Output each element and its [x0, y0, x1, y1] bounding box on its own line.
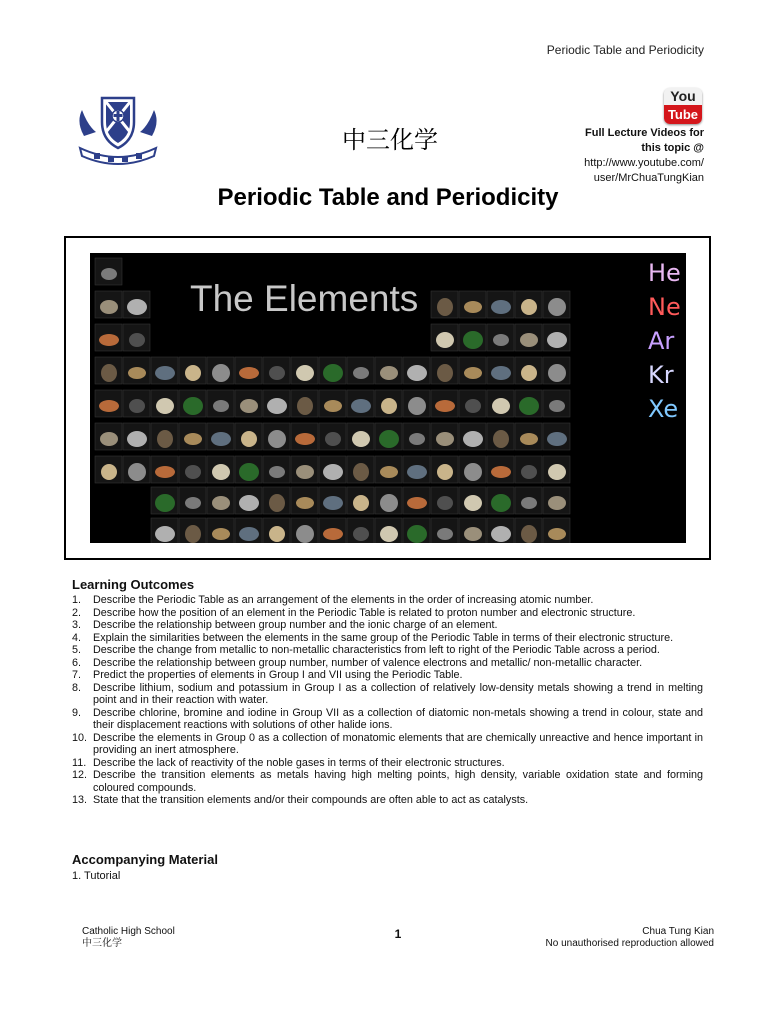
element-sample [128, 463, 146, 481]
learning-outcome-number: 9. [72, 706, 82, 719]
element-sample [127, 431, 147, 447]
element-sample [547, 332, 567, 348]
element-sample [353, 527, 369, 541]
element-sample [155, 466, 175, 478]
learning-outcome-number: 2. [72, 606, 82, 619]
element-sample [184, 433, 202, 445]
lecture-videos-info [504, 126, 704, 186]
element-sample [548, 298, 566, 316]
footer-left [82, 926, 175, 950]
element-sample [491, 526, 511, 542]
learning-outcome-text: Describe lithium, sodium and potassium in Group I as a collection of relatively low-density metals showing a trend in melting point and in their reaction with water. [93, 681, 703, 706]
noble-gas-symbol: Ne [648, 293, 681, 321]
learning-outcome-item [72, 707, 703, 732]
elements-poster-image [90, 253, 686, 543]
lecture-url-line-2[interactable]: user/MrChuaTungKian [593, 172, 704, 184]
element-sample [101, 364, 117, 382]
learning-outcome-number: 12. [72, 769, 88, 781]
learning-outcome-number: 1. [72, 594, 82, 606]
element-sample [521, 365, 537, 381]
element-sample [100, 432, 118, 446]
element-sample [212, 464, 230, 480]
element-sample [212, 528, 230, 540]
element-sample [464, 527, 482, 541]
element-sample [463, 431, 483, 447]
element-sample [353, 495, 369, 511]
learning-outcome-item [72, 794, 703, 807]
learning-outcome-item [72, 632, 703, 645]
element-sample [464, 367, 482, 379]
element-sample [547, 432, 567, 446]
element-sample [463, 331, 483, 349]
noble-gas-symbol: Kr [648, 361, 674, 389]
learning-outcome-item [72, 644, 703, 657]
poster-title: The Elements [190, 278, 419, 319]
lecture-url-line-1[interactable]: http://www.youtube.com/ [584, 157, 704, 169]
element-sample [520, 333, 538, 347]
element-sample [183, 397, 203, 415]
element-sample [353, 463, 369, 481]
accompanying-material-item: 1. Tutorial [72, 870, 121, 882]
learning-outcome-item [72, 757, 703, 770]
element-sample [241, 431, 257, 447]
lecture-line-2: this topic @ [641, 142, 704, 154]
learning-outcome-number: 5. [72, 644, 82, 656]
element-sample [548, 528, 566, 540]
element-sample [296, 525, 314, 543]
element-sample [519, 397, 539, 415]
element-sample [491, 466, 511, 478]
noble-gas-symbol: Xe [648, 395, 679, 423]
noble-gas-symbol: Ar [648, 327, 675, 355]
element-sample [239, 463, 259, 481]
element-sample [269, 526, 285, 542]
footer-school: Catholic High School [82, 926, 175, 937]
footer-author: Chua Tung Kian [642, 926, 714, 937]
learning-outcome-item [72, 607, 703, 620]
element-sample [185, 365, 201, 381]
school-crest-logo [74, 92, 162, 172]
element-sample [101, 464, 117, 480]
element-sample [269, 366, 285, 380]
element-sample [353, 367, 369, 379]
element-sample [407, 497, 427, 509]
learning-outcome-number: 13. [72, 794, 88, 806]
element-sample [521, 497, 537, 509]
learning-outcome-number: 3. [72, 619, 82, 631]
learning-outcome-item [72, 682, 703, 707]
element-sample [240, 399, 258, 413]
youtube-logo-top: You [664, 88, 702, 105]
element-sample [239, 527, 259, 541]
element-sample [407, 365, 427, 381]
element-sample [212, 364, 230, 382]
element-sample [437, 298, 453, 316]
element-sample [100, 300, 118, 314]
page-title: Periodic Table and Periodicity [217, 184, 559, 211]
element-sample [380, 366, 398, 380]
learning-outcome-number: 7. [72, 669, 82, 681]
element-sample [465, 399, 481, 413]
footer-notice: No unauthorised reproduction allowed [545, 938, 714, 949]
element-sample [296, 465, 314, 479]
element-sample [213, 400, 229, 412]
element-sample [409, 433, 425, 445]
element-sample [437, 464, 453, 480]
element-sample [491, 494, 511, 512]
element-sample [380, 494, 398, 512]
element-sample [493, 430, 509, 448]
element-sample [491, 366, 511, 380]
element-sample [99, 334, 119, 346]
accompanying-material-heading: Accompanying Material [72, 852, 218, 867]
learning-outcome-text: State that the transition elements and/or their compounds are often able to act as catalysts. [93, 794, 529, 806]
element-sample [380, 466, 398, 478]
element-sample [437, 496, 453, 510]
element-sample [437, 364, 453, 382]
learning-outcome-text: Describe the lack of reactivity of the noble gases in terms of their electronic structures. [93, 756, 505, 769]
learning-outcome-number: 10. [72, 731, 88, 744]
element-sample [408, 397, 426, 415]
element-sample [297, 397, 313, 415]
footer-school-cn: 中三化学 [82, 938, 122, 949]
element-sample [521, 299, 537, 315]
element-sample [156, 398, 174, 414]
learning-outcome-text: Describe the relationship between group number and the ionic charge of an element. [93, 619, 498, 631]
element-sample [464, 301, 482, 313]
learning-outcome-text: Describe chlorine, bromine and iodine in Group VII as a collection of diatomic non-metals showing a trend in colour, state and their displacement reactions with solutions of other halide ions. [93, 706, 703, 731]
youtube-logo-bottom: Tube [664, 105, 702, 124]
element-sample [268, 430, 286, 448]
element-sample [185, 465, 201, 479]
learning-outcome-item [72, 669, 703, 682]
element-sample [129, 399, 145, 413]
learning-outcomes-heading: Learning Outcomes [72, 577, 195, 592]
element-sample [267, 398, 287, 414]
learning-outcome-number: 4. [72, 631, 82, 644]
learning-outcome-item [72, 769, 703, 794]
element-sample [155, 366, 175, 380]
element-sample [212, 496, 230, 510]
lecture-line-1: Full Lecture Videos for [585, 127, 704, 139]
element-sample [464, 463, 482, 481]
learning-outcome-number: 6. [72, 656, 82, 669]
element-sample [549, 400, 565, 412]
running-header: Periodic Table and Periodicity [546, 43, 704, 57]
element-sample [323, 364, 343, 382]
element-sample [493, 334, 509, 346]
element-sample [407, 525, 427, 543]
element-sample [323, 496, 343, 510]
element-sample [295, 433, 315, 445]
element-sample [435, 400, 455, 412]
learning-outcome-item [72, 594, 703, 607]
chinese-title: 中三化学 [342, 126, 438, 154]
element-sample [323, 464, 343, 480]
element-sample [155, 494, 175, 512]
learning-outcome-number: 11. [72, 756, 87, 769]
element-sample [492, 398, 510, 414]
element-sample [211, 432, 231, 446]
element-sample [128, 367, 146, 379]
element-sample [296, 497, 314, 509]
figure-frame [64, 236, 711, 560]
element-sample [99, 400, 119, 412]
element-sample [239, 495, 259, 511]
element-sample [185, 525, 201, 543]
element-sample [521, 465, 537, 479]
learning-outcome-number: 8. [72, 681, 82, 694]
learning-outcome-text: Describe the relationship between group number, number of valence electrons and metallic/ non-metallic character. [93, 656, 643, 669]
element-sample [407, 465, 427, 479]
element-sample [155, 526, 175, 542]
element-sample [325, 432, 341, 446]
element-sample [239, 367, 259, 379]
element-sample [491, 300, 511, 314]
youtube-icon[interactable] [664, 88, 702, 124]
element-sample [436, 332, 454, 348]
element-sample [269, 494, 285, 512]
learning-outcome-text: Describe the change from metallic to non-metallic characteristics from left to right of the Periodic Table across a period. [93, 644, 660, 656]
element-sample [129, 333, 145, 347]
element-sample [548, 464, 566, 480]
element-sample [436, 432, 454, 446]
learning-outcome-text: Explain the similarities between the elements in the same group of the Periodic Table in terms of their electronic structure. [93, 631, 674, 644]
element-sample [323, 528, 343, 540]
element-sample [296, 365, 314, 381]
learning-outcome-text: Describe how the position of an element in the Periodic Table is related to proton number and electronic structure. [93, 606, 636, 619]
element-sample [157, 430, 173, 448]
element-sample [127, 299, 147, 315]
learning-outcome-text: Describe the Periodic Table as an arrangement of the elements in the order of increasing atomic number. [93, 594, 594, 606]
element-sample [380, 526, 398, 542]
learning-outcome-text: Describe the elements in Group 0 as a collection of monatomic elements that are chemically unreactive and hence important in providing an inert atmosphere. [93, 731, 703, 756]
learning-outcomes-list [72, 594, 703, 807]
element-sample [548, 364, 566, 382]
element-sample [521, 525, 537, 543]
learning-outcome-item [72, 732, 703, 757]
element-sample [548, 496, 566, 510]
element-sample [352, 431, 370, 447]
element-sample [379, 430, 399, 448]
element-sample [324, 400, 342, 412]
footer-right [546, 926, 714, 950]
element-sample [520, 433, 538, 445]
element-sample [185, 497, 201, 509]
element-sample [381, 398, 397, 414]
page-number: 1 [394, 927, 402, 941]
learning-outcome-item [72, 657, 703, 670]
element-sample [464, 495, 482, 511]
noble-gas-symbol: He [648, 259, 681, 287]
element-sample [269, 466, 285, 478]
learning-outcome-text: Predict the properties of elements in Group I and VII using the Periodic Table. [93, 669, 463, 681]
element-sample [437, 528, 453, 540]
learning-outcome-item [72, 619, 703, 632]
element-sample [101, 268, 117, 280]
element-sample [351, 399, 371, 413]
learning-outcome-text: Describe the transition elements as metals having high melting points, high density, variable oxidation state and forming coloured compounds. [93, 769, 703, 794]
